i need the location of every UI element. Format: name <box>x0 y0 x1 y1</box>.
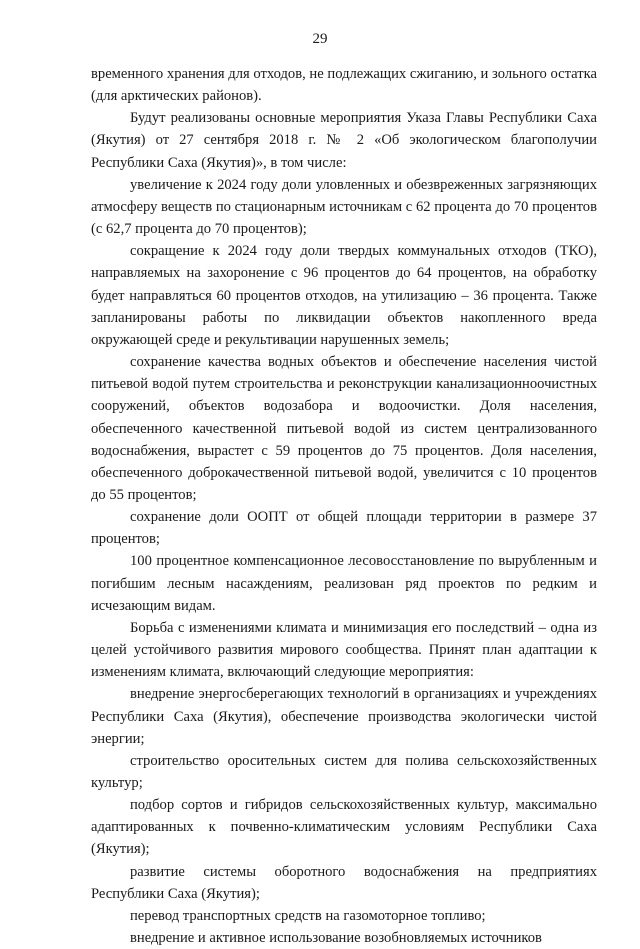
paragraph-water-recycling: развитие системы оборотного водоснабжения на предприятиях Республики Саха (Якутия); <box>91 863 597 902</box>
paragraph-continuation: временного хранения для отходов, не подлежащих сжиганию, и зольного остатка (для арктических районов). <box>91 66 597 105</box>
paragraph-energy-saving: внедрение энергосберегающих технологий в организациях и учреждениях Республики Саха (Якутия), обеспечение производства экологически чистой энергии; <box>91 686 597 747</box>
paragraph-water-quality: сохранение качества водных объектов и обеспечение населения чистой питьевой водой путем строительства и реконструкции канализационноочистных сооружений, объектов водозабора и водоочистки. Доля населения, обеспеченного качественной питьевой водой из систем централизованного водоснабжения, вырастет с 59 процентов до 75 процентов. Доля населения, обеспеченного доброкачественной питьевой водой, увеличится с 10 процентов до 55 процентов; <box>91 354 597 503</box>
paragraph-reforestation: 100 процентное компенсационное лесовосстановление по вырубленным и погибшим лесным насаждениям, реализован ряд проектов по редким и исчезающим видам. <box>91 553 597 614</box>
paragraph-gas-fuel: перевод транспортных средств на газомоторное топливо; <box>130 907 486 924</box>
document-body <box>91 63 597 949</box>
paragraph-solid-waste: сокращение к 2024 году доли твердых коммунальных отходов (ТКО), направляемых на захоронение с 96 процентов до 64 процентов, на обработку будет направляться 60 процентов отходов, на утилизацию – 36 процента. Также запланированы работы по ликвидации объектов накопленного вреда окружающей среде и рекультивации нарушенных земель; <box>91 243 597 348</box>
paragraph-protected-areas: сохранение доли ООПТ от общей площади территории в размере 37 процентов; <box>91 509 597 548</box>
paragraph-climate-change: Борьба с изменениями климата и минимизация его последствий – одна из целей устойчивого развития мирового сообщества. Принят план адаптации к изменениям климата, включающий следующие мероприятия: <box>91 619 597 681</box>
paragraph-decree-measures: Будут реализованы основные мероприятия Указа Главы Республики Саха (Якутия) от 27 сентября 2018 г. № 2 «Об экологическом благополучии Республики Саха (Якутия)», в том числе: <box>91 110 597 171</box>
paragraph-crop-varieties: подбор сортов и гибридов сельскохозяйственных культур, максимально адаптированных к почвенно-климатическим условиям Республики Саха (Якутия); <box>91 797 597 858</box>
paragraph-air-pollutants: увеличение к 2024 году доли уловленных и обезвреженных загрязняющих атмосферу веществ по стационарным источникам с 62 процента до 70 процентов (с 62,7 процента до 70 процентов); <box>91 176 597 238</box>
page-number: 29 <box>312 31 328 47</box>
paragraph-renewables: внедрение и активное использование возобновляемых источников <box>130 930 542 947</box>
paragraph-irrigation: строительство оросительных систем для полива сельскохозяйственных культур; <box>91 752 597 791</box>
